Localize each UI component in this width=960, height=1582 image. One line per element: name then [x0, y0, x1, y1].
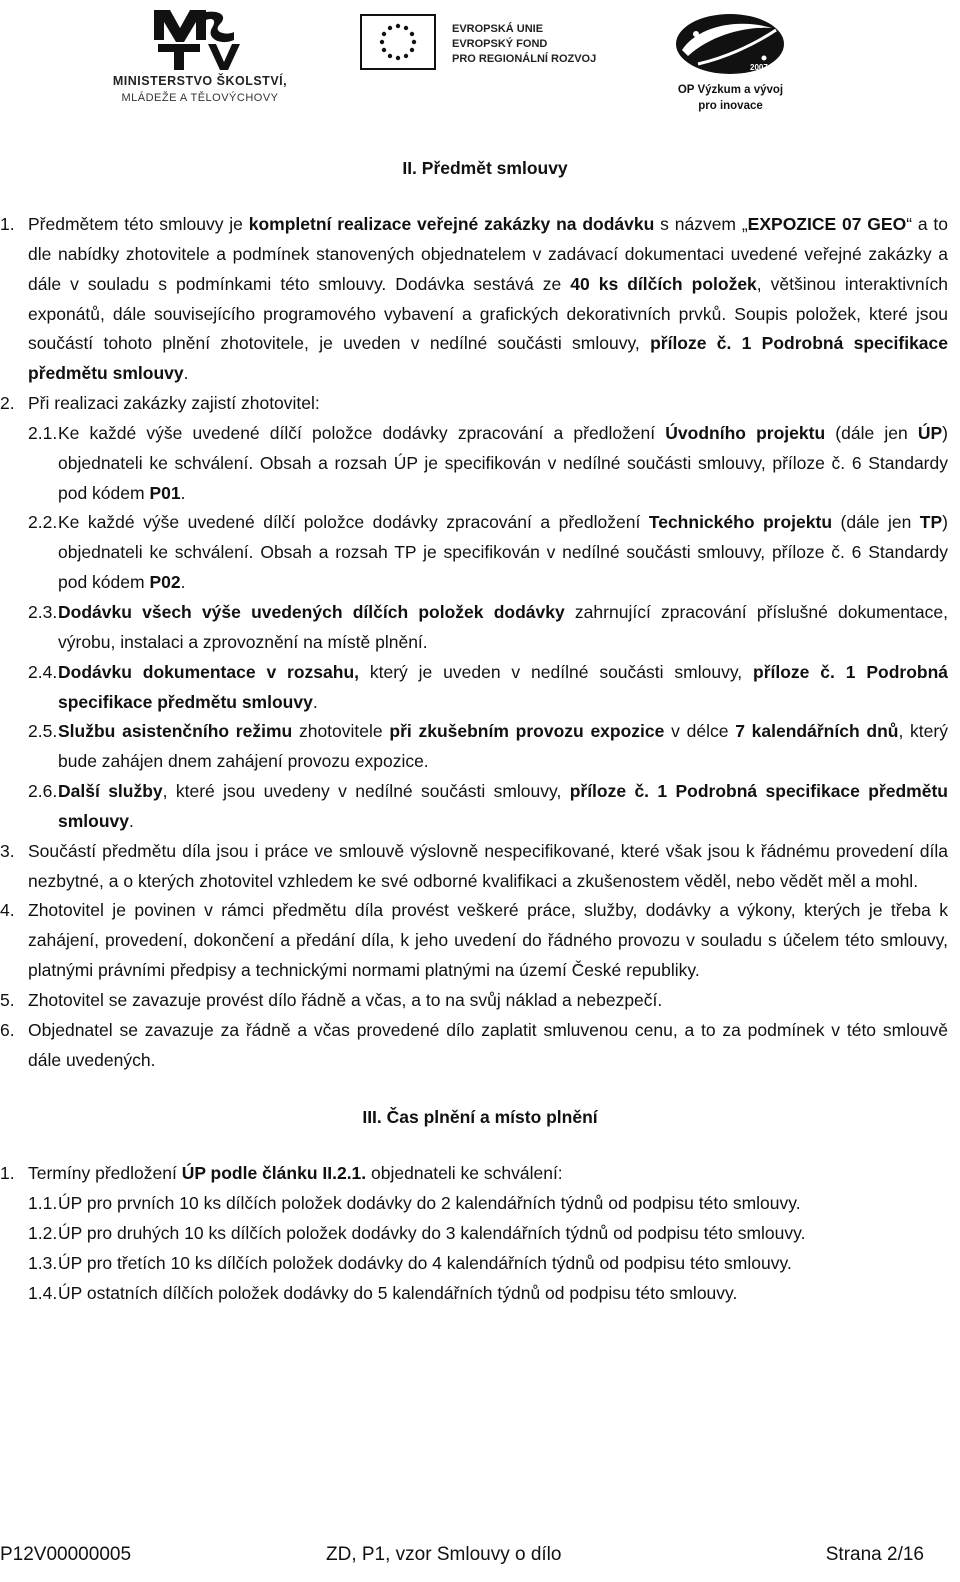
document-body — [0, 150, 960, 1309]
clause-text: , většinou interaktivních exponátů, dále souvisejícího programového vybavení a grafických dekorativních prvků. Soupis položek, které jsou součástí tohoto plnění zhotovitele, je uveden v nedílné součásti smlouvy, — [28, 273, 948, 354]
op-vavpi-logo — [668, 10, 793, 120]
clause-number: 2.2. — [28, 512, 58, 533]
clause-ii-5 — [0, 986, 960, 1016]
clause-text: ÚP pro prvních 10 ks dílčích položek dodávky do 2 kalendářních týdnů od podpisu této smlouvy. — [58, 1193, 801, 1214]
clause-text-bold: TP — [919, 512, 943, 533]
clause-number: 4. — [0, 900, 15, 921]
clause-number: 2.3. — [28, 601, 58, 622]
eu-logo — [360, 14, 600, 80]
contract-name: EXPOZICE 07 GEO — [747, 214, 907, 234]
clause-iii-1-3 — [0, 1249, 960, 1279]
clause-text: . — [312, 691, 318, 712]
eu-line1: EVROPSKÁ UNIE — [452, 23, 544, 35]
eu-flag-icon — [360, 14, 436, 70]
footer-code: P12V00000005 — [0, 1544, 132, 1565]
clause-text-bold: P02 — [149, 572, 181, 593]
clause-text-bold: ÚP — [917, 422, 943, 443]
clause-text: Objednatel se zavazuje za řádně a včas provedené dílo zaplatit smluvenou cenu, a to za podmínek v této smlouvě dále uvedených. — [28, 1019, 948, 1070]
clause-text: Součástí předmětu díla jsou i práce ve smlouvě výslovně nespecifikované, které však jsou k řádnému provedení díla nezbytné, a o kterých zhotovitel vzhledem ke své odborné kvalifikaci a zkušenostem věděl, nebo vědět měl a mohl. — [28, 840, 948, 891]
clause-number: 2.6. — [28, 781, 58, 802]
clause-text: . — [180, 482, 186, 503]
op-text — [668, 82, 793, 114]
clause-text-bold: ÚP podle článku II.2.1. — [181, 1163, 367, 1184]
eu-text — [452, 22, 596, 67]
clause-number: 2.5. — [28, 721, 58, 742]
clause-text: , který bude zahájen dnem zahájení provozu expozice. — [58, 721, 948, 772]
clause-text: Zhotovitel se zavazuje provést dílo řádně a včas, a to na svůj náklad a nebezpečí. — [28, 989, 663, 1010]
clause-text: který je uveden v nedílné součásti smlouvy, — [359, 661, 754, 682]
op-line1: OP Výzkum a vývoj — [677, 84, 784, 96]
clause-number: 2.1. — [28, 422, 58, 443]
clause-text-bold: 40 ks dílčích položek — [570, 273, 757, 294]
clause-text: ÚP pro druhých 10 ks dílčích položek dodávky do 3 kalendářních týdnů od podpisu této smlouvy. — [58, 1223, 806, 1244]
spacer — [0, 186, 960, 210]
clause-ii-2-6 — [0, 777, 960, 837]
clause-text: ) objednateli ke schválení. Obsah a rozsah TP je specifikován v nedílné součásti smlouvy, příloze č. 6 Standardy pod kódem — [58, 512, 948, 593]
clause-number: 1.1. — [28, 1193, 58, 1214]
clause-text: ) objednateli ke schválení. Obsah a rozsah ÚP je specifikován v nedílné součásti smlouvy, příloze č. 6 Standardy pod kódem — [58, 422, 948, 503]
clause-number: 5. — [0, 989, 15, 1010]
clause-number: 1.3. — [28, 1253, 58, 1273]
clause-text-bold: Službu asistenčního režimu — [58, 721, 293, 742]
clause-text: ÚP pro třetích 10 ks dílčích položek dodávky do 4 kalendářních týdnů od podpisu této smlouvy. — [58, 1253, 792, 1273]
appendix-reference: příloze č. 1 Podrobná specifikace předmětu smlouvy — [58, 781, 948, 831]
clause-ii-6 — [0, 1016, 960, 1076]
clause-ii-1 — [0, 210, 960, 389]
clause-text: “ a to dle nabídky zhotovitele a podmínek stanovených objednatelem v zadávací dokumentaci uvedené veřejné zakázky a dále v souladu s podmínkami této smlouvy. Dodávka sestává ze — [28, 214, 948, 294]
clause-ii-2-4 — [0, 658, 960, 718]
clause-ii-2-2 — [0, 508, 960, 598]
clause-number: 2.4. — [28, 661, 58, 682]
eu-line3: PRO REGIONÁLNÍ ROZVOJ — [452, 53, 597, 65]
clause-text: Ke každé výše uvedené dílčí položce dodávky zpracování a předložení — [58, 512, 649, 533]
page-header — [0, 0, 960, 130]
clause-iii-1 — [0, 1159, 960, 1189]
eu-line2: EVROPSKÝ FOND — [452, 38, 548, 50]
msmt-logo — [100, 6, 300, 106]
section-title-iii: III. Čas plnění a místo plnění — [362, 1107, 598, 1128]
clause-text-bold: P01 — [149, 482, 181, 503]
clause-iii-1-2 — [0, 1219, 960, 1249]
footer-page-number: Strana 2/16 — [825, 1544, 924, 1565]
clause-text: s názvem „ — [654, 214, 748, 234]
clause-text: (dále jen — [832, 512, 920, 533]
clause-ii-3 — [0, 837, 960, 897]
clause-number: 6. — [0, 1019, 15, 1040]
clause-number: 1.4. — [28, 1282, 58, 1303]
footer-document-name: ZD, P1, vzor Smlouvy o dílo — [326, 1544, 562, 1565]
clause-ii-2-5 — [0, 717, 960, 777]
clause-text: objednateli ke schválení: — [366, 1163, 563, 1184]
clause-text: zahrnující zpracování příslušné dokumentace, výrobu, instalaci a zprovoznění na místě plnění. — [58, 601, 948, 652]
clause-text: . — [183, 363, 189, 384]
clause-text: (dále jen — [825, 422, 918, 443]
clause-number: 1.2. — [28, 1223, 58, 1244]
spacer — [0, 1075, 960, 1099]
clause-text: Při realizaci zakázky zajistí zhotovitel: — [28, 393, 320, 414]
clause-ii-2 — [0, 389, 960, 419]
msmt-name-line1: MINISTERSTVO ŠKOLSTVÍ, — [112, 74, 288, 88]
clause-number: 1. — [0, 1163, 15, 1184]
clause-text-bold: Technického projektu — [648, 512, 833, 533]
clause-iii-1-4 — [0, 1279, 960, 1309]
clause-text-bold: Dodávku dokumentace v rozsahu, — [58, 661, 360, 682]
clause-text: , které jsou uvedeny v nedílné součásti smlouvy, — [162, 781, 570, 802]
clause-text-bold: Úvodního projektu — [665, 422, 826, 443]
clause-text: Předmětem této smlouvy je — [28, 214, 249, 234]
page-footer — [0, 1540, 960, 1570]
clause-ii-4 — [0, 896, 960, 986]
appendix-reference: příloze č. 1 Podrobná specifikace předmětu smlouvy — [58, 661, 948, 712]
clause-ii-2-3 — [0, 598, 960, 658]
clause-text-bold: při zkušebním provozu expozice — [389, 721, 665, 742]
clause-number: 3. — [0, 840, 15, 861]
clause-text: ÚP ostatních dílčích položek dodávky do 5 kalendářních týdnů od podpisu této smlouvy. — [58, 1282, 738, 1303]
clause-text: zhotovitele — [292, 721, 390, 742]
appendix-reference: příloze č. 1 Podrobná specifikace předmětu smlouvy — [28, 333, 948, 384]
msmt-name-line2: MLÁDEŽE A TĚLOVÝCHOVY — [121, 92, 279, 104]
op-swirl-icon — [668, 10, 793, 82]
clause-text-bold: kompletní realizace veřejné zakázky na dodávku — [248, 214, 655, 234]
clause-number: 1. — [0, 214, 15, 234]
clause-text-bold: 7 kalendářních dnů — [735, 721, 899, 742]
msmt-emblem-icon — [150, 6, 250, 72]
clause-text: . — [180, 572, 186, 593]
clause-text: Ke každé výše uvedené dílčí položce dodávky zpracování a předložení — [58, 422, 666, 443]
section-title-ii: II. Předmět smlouvy — [402, 158, 568, 178]
clause-ii-2-1 — [0, 419, 960, 509]
clause-text-bold: Dodávku všech výše uvedených dílčích položek dodávky — [58, 601, 565, 622]
clause-iii-1-1 — [0, 1189, 960, 1219]
clause-text: Zhotovitel je povinen v rámci předmětu díla provést veškeré práce, služby, dodávky a výkony, kterých je třeba k zahájení, provedení, dokončení a předání díla, k jeho uvedení do řádného provozu v souladu s účelem této smlouvy, platnými právními předpisy a technickými normami platnými na území České republiky. — [28, 900, 948, 981]
clause-number: 2. — [0, 393, 15, 414]
clause-text: . — [129, 810, 134, 831]
clause-text: v délce — [664, 721, 736, 742]
clause-text-bold: Další služby — [58, 781, 163, 802]
clause-text: Termíny předložení — [28, 1163, 182, 1184]
spacer — [0, 1135, 960, 1159]
op-years: 2007-13 — [750, 63, 780, 72]
op-line2: pro inovace — [698, 100, 763, 112]
